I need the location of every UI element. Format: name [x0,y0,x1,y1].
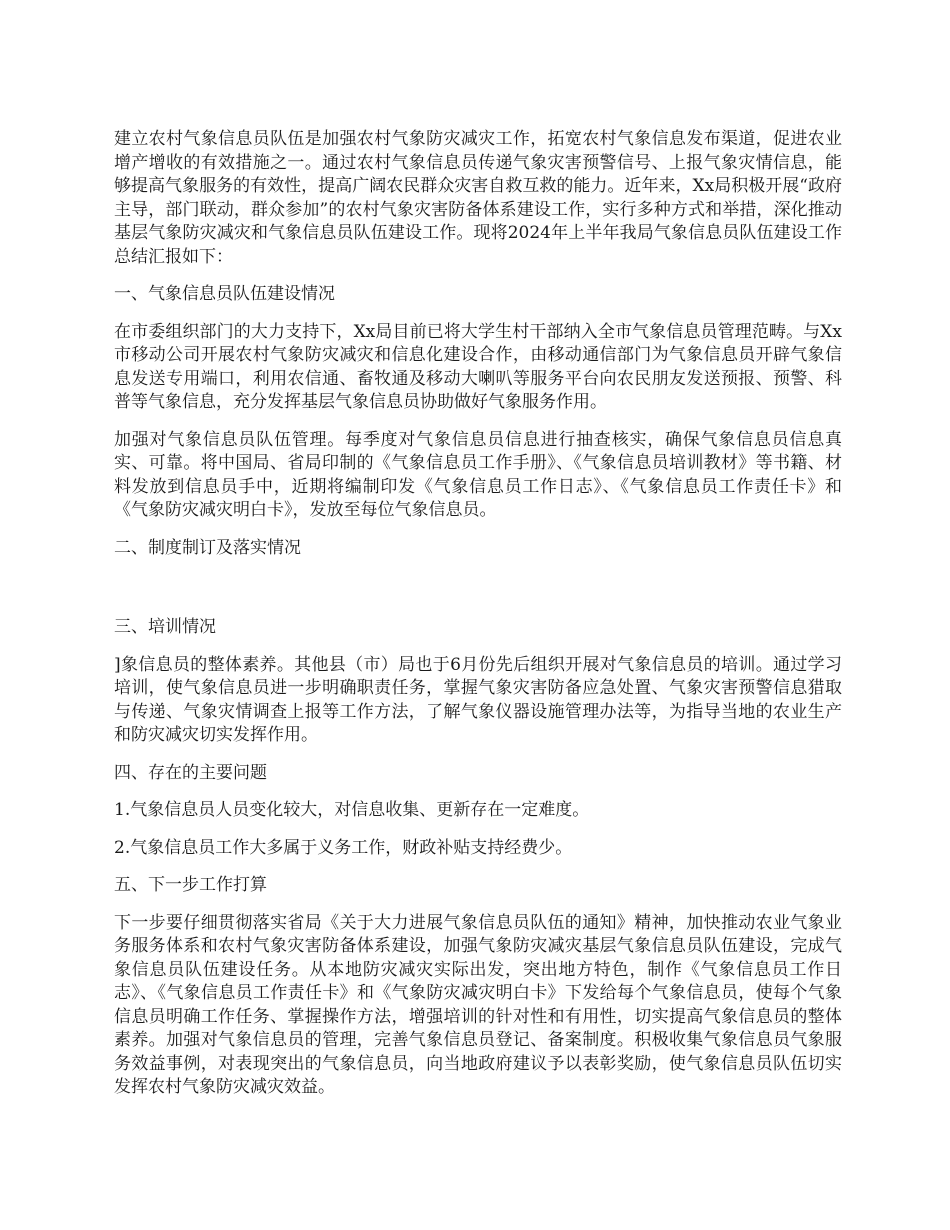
section-4-heading: 四、存在的主要问题 [114,762,267,783]
section-1-paragraph-1: 在市委组织部门的大力支持下，Xx局目前已将大学生村干部纳入全市气象信息员管理范畴。与Xx市移动公司开展农村气象防灾减灾和信息化建设合作，由移动通信部门为气象信息员开辟气象信息发送专用端口，利用农信通、畜牧通及移动大喇叭等服务平台向农民朋友发送预报、预警、科普等气象信息，充分发挥基层气象信息员协助做好气象服务作用。 [114,321,842,412]
section-5-heading: 五、下一步工作打算 [114,875,267,895]
section-2-heading: 二、制度制订及落实情况 [114,537,301,558]
blank-space [114,574,842,616]
document-body [114,128,842,1114]
section-3-heading: 三、培训情况 [114,617,216,637]
intro-paragraph: 建立农村气象信息员队伍是加强农村气象防灾减灾工作，拓宽农村气象信息发布渠道，促进农业增产增收的有效措施之一。通过农村气象信息员传递气象灾害预警信号、上报气象灾情信息，能够提高气象服务的有效性，提高广阔农民群众灾害自救互救的能力。近年来，Xx局积极开展“政府主导，部门联动，群众参加”的农村气象灾害防备体系建设工作，实行多种方式和举措，深化推动基层气象防灾减灾和气象信息员队伍建设工作。现将2024年上半年我局气象信息员队伍建设工作总结汇报如下： [114,129,842,267]
section-5-paragraph-1: 下一步要仔细贯彻落实省局《关于大力进展气象信息员队伍的通知》精神，加快推动农业气象业务服务体系和农村气象灾害防备体系建设，加强气象防灾减灾基层气象信息员队伍建设，完成气象信息员队伍建设任务。从本地防灾减灾实际出发，突出地方特色，制作《气象信息员工作日志》、《气象信息员工作责任卡》和《气象防灾减灾明白卡》下发给每个气象信息员，使每个气象信息员明确工作任务、掌握操作方法，增强培训的针对性和有用性，切实提高气象信息员的整体素养。加强对气象信息员的管理，完善气象信息员登记、备案制度。积极收集气象信息员气象服务效益事例，对表现突出的气象信息员，向当地政府建议予以表彰奖励，使气象信息员队伍切实发挥农村气象防灾减灾效益。 [114,912,842,1097]
section-3-paragraph-1: ]象信息员的整体素养。其他县（市）局也于6月份先后组织开展对气象信息员的培训。通过学习培训，使气象信息员进一步明确职责任务，掌握气象灾害防备应急处置、气象灾害预警信息猎取与传递、气象灾情调查上报等工作方法，了解气象仪器设施管理办法等，为指导当地的农业生产和防灾减灾切实发挥作用。 [114,654,842,745]
section-4-item-2: 2.气象信息员工作大多属于义务工作，财政补贴支持经费少。 [114,837,573,858]
section-1-heading: 一、气象信息员队伍建设情况 [114,284,335,304]
section-4-item-1: 1.气象信息员人员变化较大，对信息收集、更新存在一定难度。 [114,800,590,820]
section-1-paragraph-2: 加强对气象信息员队伍管理。每季度对气象信息员信息进行抽查核实，确保气象信息员信息真实、可靠。将中国局、省局印制的《气象信息员工作手册》、《气象信息员培训教材》等书籍、材料发放到信息员手中，近期将编制印发《气象信息员工作日志》、《气象信息员工作责任卡》和《气象防灾减灾明白卡》，发放至每位气象信息员。 [114,429,842,520]
